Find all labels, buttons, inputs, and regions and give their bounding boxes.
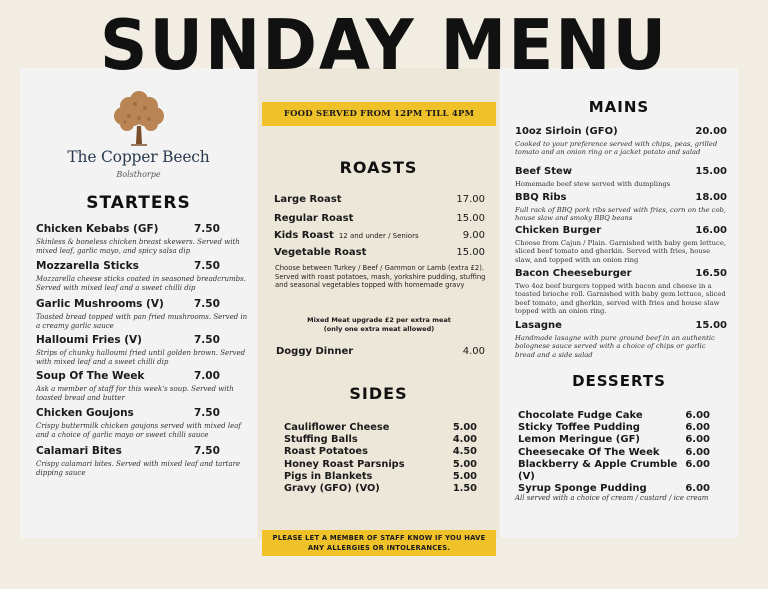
- sides-title: SIDES: [349, 384, 408, 403]
- list-item: [284, 434, 477, 446]
- list-item: [518, 434, 710, 446]
- item-price: 7.50: [194, 298, 220, 310]
- item-description: Full rack of BBQ pork ribs served with fries, corn on the cob, house slaw and smoky BBQ beans: [515, 206, 727, 223]
- upgrade-line: Mixed Meat upgrade £2 per extra meat: [307, 316, 451, 324]
- item-name: Cheesecake Of The Week: [518, 446, 660, 458]
- item-description: Handmade lasagne with pure ground beef in an authentic bolognese sauce served with a choice of chips or garlic bread and a side salad: [515, 334, 715, 359]
- item-name: Vegetable Roast: [274, 247, 367, 258]
- roast-item: [274, 229, 485, 243]
- roasts-title: ROASTS: [339, 158, 418, 177]
- item-price: 6.00: [685, 446, 710, 458]
- item-price: 4.50: [452, 446, 477, 458]
- item-price: 16.00: [695, 225, 727, 236]
- main-item: [515, 224, 727, 264]
- starter-item: [36, 298, 250, 330]
- item-price: 6.00: [685, 434, 710, 446]
- item-price: 6.00: [685, 410, 710, 421]
- item-name: Cauliflower Cheese: [284, 422, 390, 433]
- item-name: Bacon Cheeseburger: [515, 268, 632, 279]
- main-item: [515, 125, 727, 157]
- tree-icon: [109, 86, 169, 148]
- item-description: Crispy calamari bites. Served with mixed leaf and tartare dipping sauce: [36, 460, 241, 477]
- item-name: Doggy Dinner: [276, 346, 354, 357]
- item-description: Homemade beef stew served with dumplings: [515, 180, 671, 188]
- item-price: 7.50: [194, 445, 220, 457]
- desserts-note: All served with a choice of cream / custard / ice cream: [515, 494, 709, 502]
- main-item: [515, 319, 727, 359]
- item-name: Kids Roast: [274, 230, 334, 241]
- item-price: 4.00: [452, 434, 477, 446]
- item-price: 9.00: [462, 230, 485, 241]
- item-price: 7.50: [194, 260, 220, 272]
- item-name: Chicken Kebabs (GF): [36, 223, 159, 235]
- item-price: 6.00: [685, 422, 710, 434]
- item-price: 7.50: [194, 223, 220, 235]
- item-description: Choose from Cajun / Plain. Garnished with baby gem lettuce, sliced beef tomato and gherkin. Served with fries, house slaw, and topped with an onion ring: [515, 239, 726, 264]
- item-description: Two 4oz beef burgers topped with bacon and cheese in a toasted brioche roll. Garnished with baby gem lettuce, sliced beef tomato, and gherkin, served with fries and house slaw topped with an onion ring.: [515, 282, 726, 316]
- item-name: BBQ Ribs: [515, 192, 567, 203]
- serving-hours-banner: FOOD SERVED FROM 12PM TILL 4PM: [262, 102, 496, 126]
- item-price: 4.00: [462, 346, 485, 357]
- list-item: [518, 410, 710, 422]
- item-name: Regular Roast: [274, 213, 354, 224]
- item-name: Lasagne: [515, 320, 562, 331]
- item-price: 7.00: [194, 370, 220, 382]
- page-title: SUNDAY MENU: [99, 5, 669, 86]
- item-name: Honey Roast Parsnips: [284, 458, 405, 470]
- item-name: Sticky Toffee Pudding: [518, 422, 640, 434]
- allergy-line: ANY ALLERGIES OR INTOLERANCES.: [307, 544, 451, 552]
- main-item: [515, 165, 727, 188]
- item-price: 20.00: [695, 126, 727, 137]
- item-name: 10oz Sirloin (GFO): [515, 126, 618, 137]
- item-name: Chocolate Fudge Cake: [518, 410, 643, 421]
- list-item: [518, 459, 710, 483]
- list-item: [518, 422, 710, 434]
- item-description: Mozzarella cheese sticks coated in seasoned breadcrumbs. Served with mixed leaf and a sweet chilli dip: [36, 275, 246, 292]
- starter-item: [36, 260, 250, 292]
- list-item: [518, 447, 710, 459]
- item-name: Pigs in Blankets: [284, 470, 373, 482]
- upgrade-line: (only one extra meat allowed): [323, 325, 435, 333]
- item-price: 7.50: [194, 334, 220, 346]
- allergy-line: PLEASE LET A MEMBER OF STAFF KNOW IF YOU HAVE: [272, 534, 486, 542]
- doggy-dinner-item: [276, 345, 485, 358]
- mixed-meat-upgrade: [262, 316, 496, 334]
- item-description: Crispy buttermilk chicken goujons served with mixed leaf and a choice of garlic mayo or sweet chilli sauce: [36, 422, 241, 439]
- item-name: Mozzarella Sticks: [36, 260, 139, 272]
- item-price: 6.00: [685, 458, 710, 470]
- item-name: Chicken Goujons: [36, 407, 134, 419]
- item-description: Strips of chunky halloumi fried until golden brown. Served with mixed leaf and a sweet chilli dip: [36, 349, 246, 366]
- brand-logo: [20, 86, 257, 179]
- item-name: Stuffing Balls: [284, 434, 358, 446]
- roast-item: [274, 193, 485, 206]
- item-price: 15.00: [695, 320, 727, 331]
- item-price: 18.00: [695, 192, 727, 203]
- list-item: [284, 459, 477, 471]
- item-name: Large Roast: [274, 194, 342, 205]
- item-name: Gravy (GFO) (VO): [284, 483, 380, 495]
- list-item: [284, 422, 477, 434]
- roast-description: Choose between Turkey / Beef / Gammon or Lamb (extra £2). Served with roast potatoes, mash, yorkshire pudding, stuffing and seasonal vegetables topped with homemade gravy: [275, 264, 486, 290]
- item-description: Ask a member of staff for this week's soup. Served with toasted bread and butter: [36, 385, 234, 402]
- item-price: 16.50: [695, 268, 727, 279]
- item-price: 15.00: [456, 247, 485, 258]
- starter-item: [36, 445, 250, 477]
- mains-title: MAINS: [588, 98, 650, 116]
- sides-list: [284, 422, 477, 495]
- item-description: Toasted bread topped with pan fried mushrooms. Served in a creamy garlic sauce: [36, 313, 248, 330]
- item-name: Calamari Bites: [36, 445, 122, 457]
- item-name: Soup Of The Week: [36, 370, 145, 382]
- item-name: Syrup Sponge Pudding: [518, 483, 647, 495]
- item-name: Roast Potatoes: [284, 446, 368, 458]
- starter-item: [36, 407, 250, 439]
- allergy-notice-banner: [262, 530, 496, 556]
- item-note: 12 and under / Seniors: [338, 232, 419, 240]
- desserts-title: DESSERTS: [572, 372, 666, 390]
- item-price: 7.50: [194, 407, 220, 419]
- starter-item: [36, 334, 250, 366]
- list-item: [284, 471, 477, 483]
- brand-name: The Copper Beech: [67, 148, 210, 166]
- item-name: Halloumi Fries (V): [36, 334, 142, 346]
- item-price: 17.00: [456, 194, 485, 205]
- item-price: 5.00: [452, 422, 477, 433]
- item-price: 5.00: [452, 458, 477, 470]
- item-name: Lemon Meringue (GF): [518, 434, 640, 446]
- item-price: 15.00: [456, 213, 485, 224]
- item-price: 1.50: [452, 483, 477, 495]
- desserts-list: [518, 410, 710, 495]
- item-price: 15.00: [695, 166, 727, 177]
- item-name: Garlic Mushrooms (V): [36, 298, 164, 310]
- item-description: Skinless & boneless chicken breast skewers. Served with mixed leaf, garlic mayo, and spicy salsa dip: [36, 238, 240, 255]
- item-price: 5.00: [452, 470, 477, 482]
- list-item: [284, 483, 477, 495]
- main-item: [515, 267, 727, 316]
- item-description: Cooked to your preference served with chips, peas, grilled tomato and an onion ring or a jacket potato and salad: [515, 140, 718, 157]
- main-item: [515, 191, 727, 223]
- item-name: Chicken Burger: [515, 225, 602, 236]
- item-name: Blackberry & Apple Crumble (V): [518, 458, 678, 483]
- brand-subtitle: Bolsthorpe: [116, 170, 161, 179]
- list-item: [284, 446, 477, 458]
- item-name: Beef Stew: [515, 166, 573, 177]
- roast-item: [274, 212, 485, 225]
- item-price: 6.00: [685, 483, 710, 495]
- roast-item: [274, 246, 485, 259]
- starters-title: STARTERS: [86, 193, 191, 213]
- starter-item: [36, 370, 250, 402]
- starter-item: [36, 223, 250, 255]
